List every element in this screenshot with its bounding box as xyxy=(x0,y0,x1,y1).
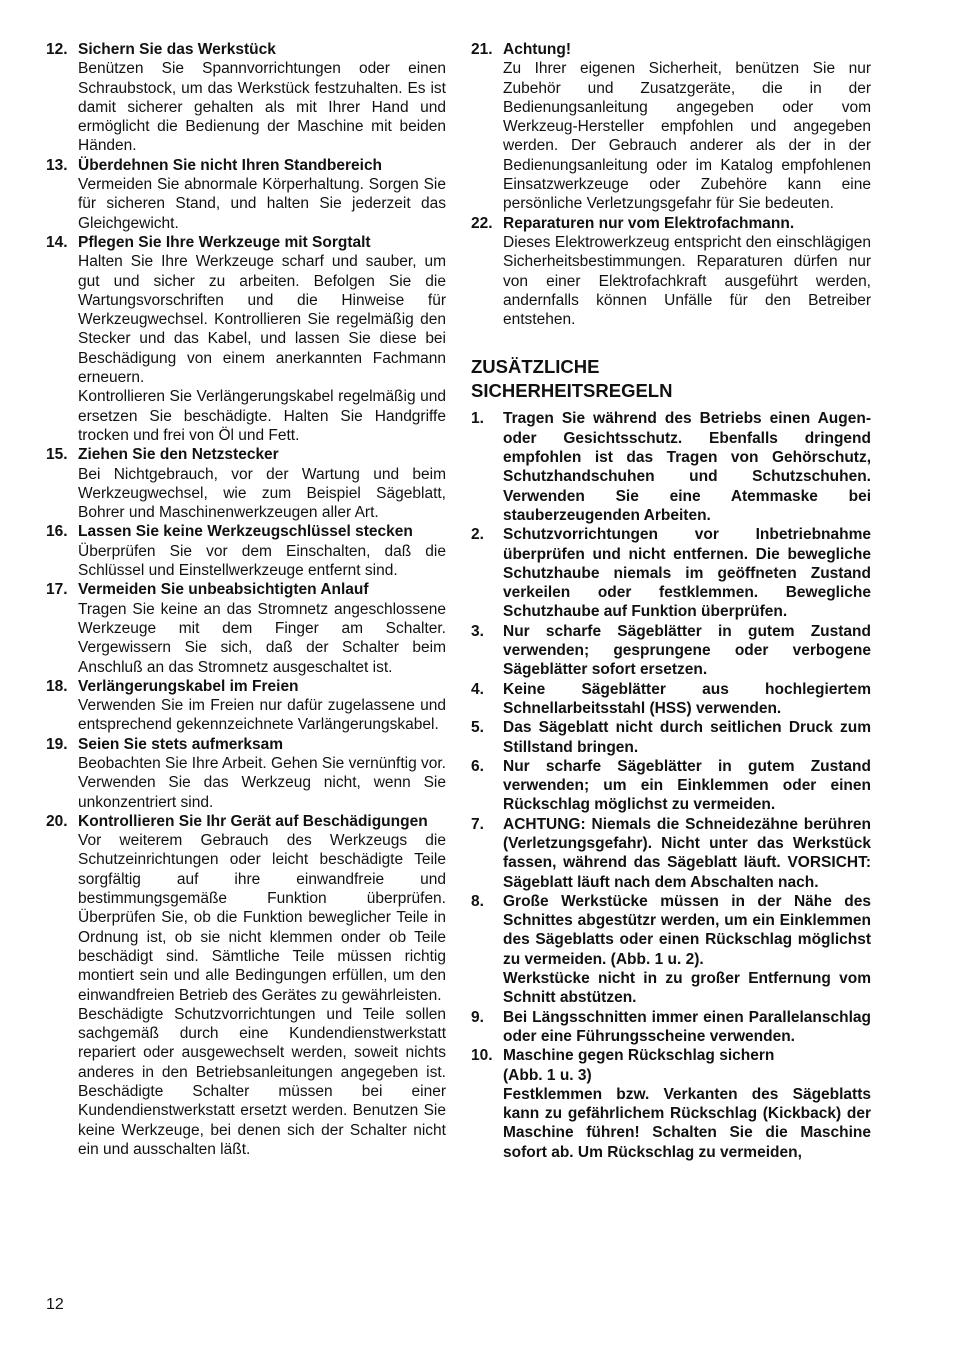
item-text: ACHTUNG: Niemals die Schneidezähne berühren (Verletzungsgefahr). Nicht unter das Werkstück fassen, während das Sägeblatt läuft. VORSICHT: Sägeblatt läuft nach dem Abschalten nach. xyxy=(503,815,871,891)
item-number: 16. xyxy=(46,523,68,541)
item-text: Beschädigte Schutzvorrichtungen und Teile sollen sachgemäß durch eine Kundendienstwerkstatt repariert oder ausgewechselt werden, soweit nichts anderes in den Betriebsanleitungen angegeben ist. Beschädigte Schalter müssen bei einer Kundendienstwerkstatt ersetzt werden. Benutzen Sie keine Werkzeuge, bei denen sich der Schalter nicht ein und ausschalten läßt. xyxy=(78,1005,446,1158)
item-text: Tragen Sie keine an das Stromnetz angeschlossene Werkzeuge mit dem Finger am Schalter. Vergewissern Sie sich, daß der Schalter beim Anschluß an das Stromnetz ausgeschaltet ist. xyxy=(78,600,446,676)
item-text: Nur scharfe Sägeblätter in gutem Zustand verwenden; um ein Einklemmen oder einen Rückschlag möglichst zu vermeiden. xyxy=(503,757,871,814)
item-text: Festklemmen bzw. Verkanten des Sägeblatts kann zu gefährlichem Rückschlag (Kickback) der Maschine führen! Schalten Sie die Maschine sofort ab. Um Rückschlag zu vermeiden, xyxy=(503,1085,871,1161)
item-text: Dieses Elektrowerkzeug entspricht den einschlägigen Sicherheitsbestimmungen. Reparaturen dürfen nur von einer Elektrofachkraft ausgeführt werden, andernfalls können Unfälle für den Betreiber entstehen. xyxy=(503,233,871,329)
item-text: Das Sägeblatt nicht durch seitlichen Druck zum Stillstand bringen. xyxy=(503,719,871,756)
item-text: Halten Sie Ihre Werkzeuge scharf und sauber, um gut und sicher zu arbeiten. Befolgen Sie die Wartungsvorschriften und die Hinweise für Werkzeugwechsel. Kontrollieren Sie regelmäßig den Stecker und das Kabel, und lassen Sie diese bei Beschädigung von einem anerkannten Fachmann erneuern. xyxy=(78,253,446,387)
item-heading: Vermeiden Sie unbeabsichtigten Anlauf xyxy=(78,581,369,599)
item-number: 8. xyxy=(471,892,484,910)
list-item xyxy=(46,233,446,445)
list-item xyxy=(46,580,446,676)
rule-item xyxy=(471,815,871,892)
section-title-line: ZUSÄTZLICHE xyxy=(471,356,600,378)
item-number: 14. xyxy=(46,233,68,251)
item-number: 17. xyxy=(46,581,68,599)
item-text: Verwenden Sie im Freien nur dafür zugelassene und entsprechend gekennzeichnete Varlängerungskabel. xyxy=(78,697,446,734)
rule-item xyxy=(471,1008,871,1047)
list-item xyxy=(46,677,446,735)
item-text: Keine Sägeblätter aus hochlegiertem Schnellarbeitsstahl (HSS) verwenden. xyxy=(503,680,871,717)
item-number: 1. xyxy=(471,410,484,428)
rule-item xyxy=(471,892,871,1008)
item-text: Nur scharfe Sägeblätter in gutem Zustand verwenden; gesprungene oder verbogene Sägeblätter sofort ersetzen. xyxy=(503,622,871,679)
item-number: 13. xyxy=(46,156,68,174)
item-heading: Achtung! xyxy=(503,41,572,58)
section-title xyxy=(471,355,871,403)
rule-item xyxy=(471,622,871,680)
item-heading: Ziehen Sie den Netzstecker xyxy=(78,446,279,464)
item-number: 12. xyxy=(46,41,68,58)
right-column xyxy=(471,40,871,1162)
item-heading: Seien Sie stets aufmerksam xyxy=(78,735,284,753)
rule-item xyxy=(471,409,871,525)
item-text: Beobachten Sie Ihre Arbeit. Gehen Sie vernünftig vor. Verwenden Sie das Werkzeug nicht, wenn Sie unkonzentriert sind. xyxy=(78,754,446,811)
item-heading: Überdehnen Sie nicht Ihren Standbereich xyxy=(78,156,383,174)
item-heading: Sichern Sie das Werkstück xyxy=(78,41,276,58)
item-text: Werkstücke nicht in zu großer Entfernung vom Schnitt abstützen. xyxy=(503,970,871,1007)
item-number: 22. xyxy=(471,214,493,232)
item-number: 19. xyxy=(46,735,68,753)
item-text: Große Werkstücke müssen in der Nähe des Schnittes abgestützr werden, um ein Einklemmen des Sägeblatts oder einen Rückschlag möglichst zu vermeiden. (Abb. 1 u. 2). xyxy=(503,892,871,968)
item-number: 2. xyxy=(471,526,484,544)
page-number: 12 xyxy=(46,1296,64,1313)
section-title-line: SICHERHEITSREGELN xyxy=(471,380,673,402)
list-item xyxy=(46,445,446,522)
item-text: Vor weiterem Gebrauch des Werkzeugs die Schutzeinrichtungen oder leicht beschädigte Teile sorgfältig auf ihre einwandfreie und bestimmungsgemäße Funktion überprüfen. Überprüfen Sie, ob die Funktion beweglicher Teile in Ordnung ist, ob sie nicht klemmen onder ob Teile beschädigt sind. Sämtliche Teile müssen richtig montiert sein und alle Bedingungen erfüllen, um den einwandfreien Betrieb des Gerätes zu gewährleisten. xyxy=(78,832,446,1004)
list-item xyxy=(46,156,446,233)
item-text: Bei Nichtgebrauch, vor der Wartung und beim Werkzeugwechsel, wie zum Beispiel Sägeblatt, Bohrer und Maschinenwerkzeugen aller Art. xyxy=(78,465,446,522)
list-item xyxy=(46,812,446,1159)
item-heading: Verlängerungskabel im Freien xyxy=(78,677,299,695)
rule-item xyxy=(471,525,871,621)
list-item xyxy=(46,522,446,580)
item-number: 9. xyxy=(471,1008,484,1026)
item-text: Vermeiden Sie abnormale Körperhaltung. Sorgen Sie für sicheren Stand, und halten Sie jederzeit das Gleichgewicht. xyxy=(78,176,446,232)
list-item xyxy=(471,40,871,214)
item-heading: Pflegen Sie Ihre Werkzeuge mit Sorgtalt xyxy=(78,233,371,251)
item-text: Kontrollieren Sie Verlängerungskabel regelmäßig und ersetzen Sie beschädigte. Halten Sie Handgriffe trocken und frei von Öl und Fett. xyxy=(78,388,446,444)
item-text: (Abb. 1 u. 3) xyxy=(503,1066,592,1084)
item-text: Benützen Sie Spannvorrichtungen oder einen Schraubstock, um das Werkstück festzuhalten. Es ist damit sicherer gehalten als mit Ihrer Hand und ermöglicht die Bedienung der Maschine mit beiden Händen. xyxy=(78,60,446,155)
item-heading: Reparaturen nur vom Elektrofachmann. xyxy=(503,214,795,232)
item-text: Bei Längsschnitten immer einen Parallelanschlag oder eine Führungsscheine verwenden. xyxy=(503,1008,871,1045)
item-number: 21. xyxy=(471,41,493,58)
list-item xyxy=(46,735,446,812)
item-number: 5. xyxy=(471,719,484,737)
list-item xyxy=(46,40,446,156)
rule-item xyxy=(471,718,871,757)
item-number: 3. xyxy=(471,622,484,640)
list-item xyxy=(471,214,871,330)
item-number: 7. xyxy=(471,815,484,833)
item-text: Tragen Sie während des Betriebs einen Augen- oder Gesichtsschutz. Ebenfalls dringend empfohlen ist das Tragen von Gehörschutz, Schutzhandschuhen und Schutzschuhen. Verwenden Sie eine Atemmaske bei stauberzeugenden Arbeiten. xyxy=(503,410,871,524)
item-text: Überprüfen Sie vor dem Einschalten, daß die Schlüssel und Einstellwerkzeuge entfernt sind. xyxy=(78,542,446,580)
item-text: Zu Ihrer eigenen Sicherheit, benützen Sie nur Zubehör und Zusatzgeräte, die in der Bedienungsanleitung angegeben oder vom Werkzeug-Hersteller empfohlen und angegeben werden. Der Gebrauch anderer als der in der Bedienungsanleitung oder im Katalog empfohlenen Einsatzwerkzeuge oder Zubehöre kann eine persönliche Verletzungsgefahr für Sie bedeuten. xyxy=(503,60,871,213)
item-heading: Lassen Sie keine Werkzeugschlüssel stecken xyxy=(78,523,413,541)
item-text: Schutzvorrichtungen vor Inbetriebnahme überprüfen und nicht entfernen. Die bewegliche Schutzhaube niemals im geöffneten Zustand verkeilen oder festklemmen. Bewegliche Schutzhaube auf Funktion überprüfen. xyxy=(503,526,871,621)
item-number: 4. xyxy=(471,680,484,698)
rule-item xyxy=(471,680,871,719)
rule-item xyxy=(471,757,871,815)
item-number: 18. xyxy=(46,677,68,695)
item-number: 10. xyxy=(471,1047,493,1065)
item-text: Maschine gegen Rückschlag sichern xyxy=(503,1047,775,1065)
item-number: 20. xyxy=(46,812,68,830)
rule-item xyxy=(471,1046,871,1162)
item-number: 6. xyxy=(471,757,484,775)
left-column xyxy=(46,40,446,1159)
item-heading: Kontrollieren Sie Ihr Gerät auf Beschädigungen xyxy=(78,812,428,830)
item-number: 15. xyxy=(46,446,68,464)
